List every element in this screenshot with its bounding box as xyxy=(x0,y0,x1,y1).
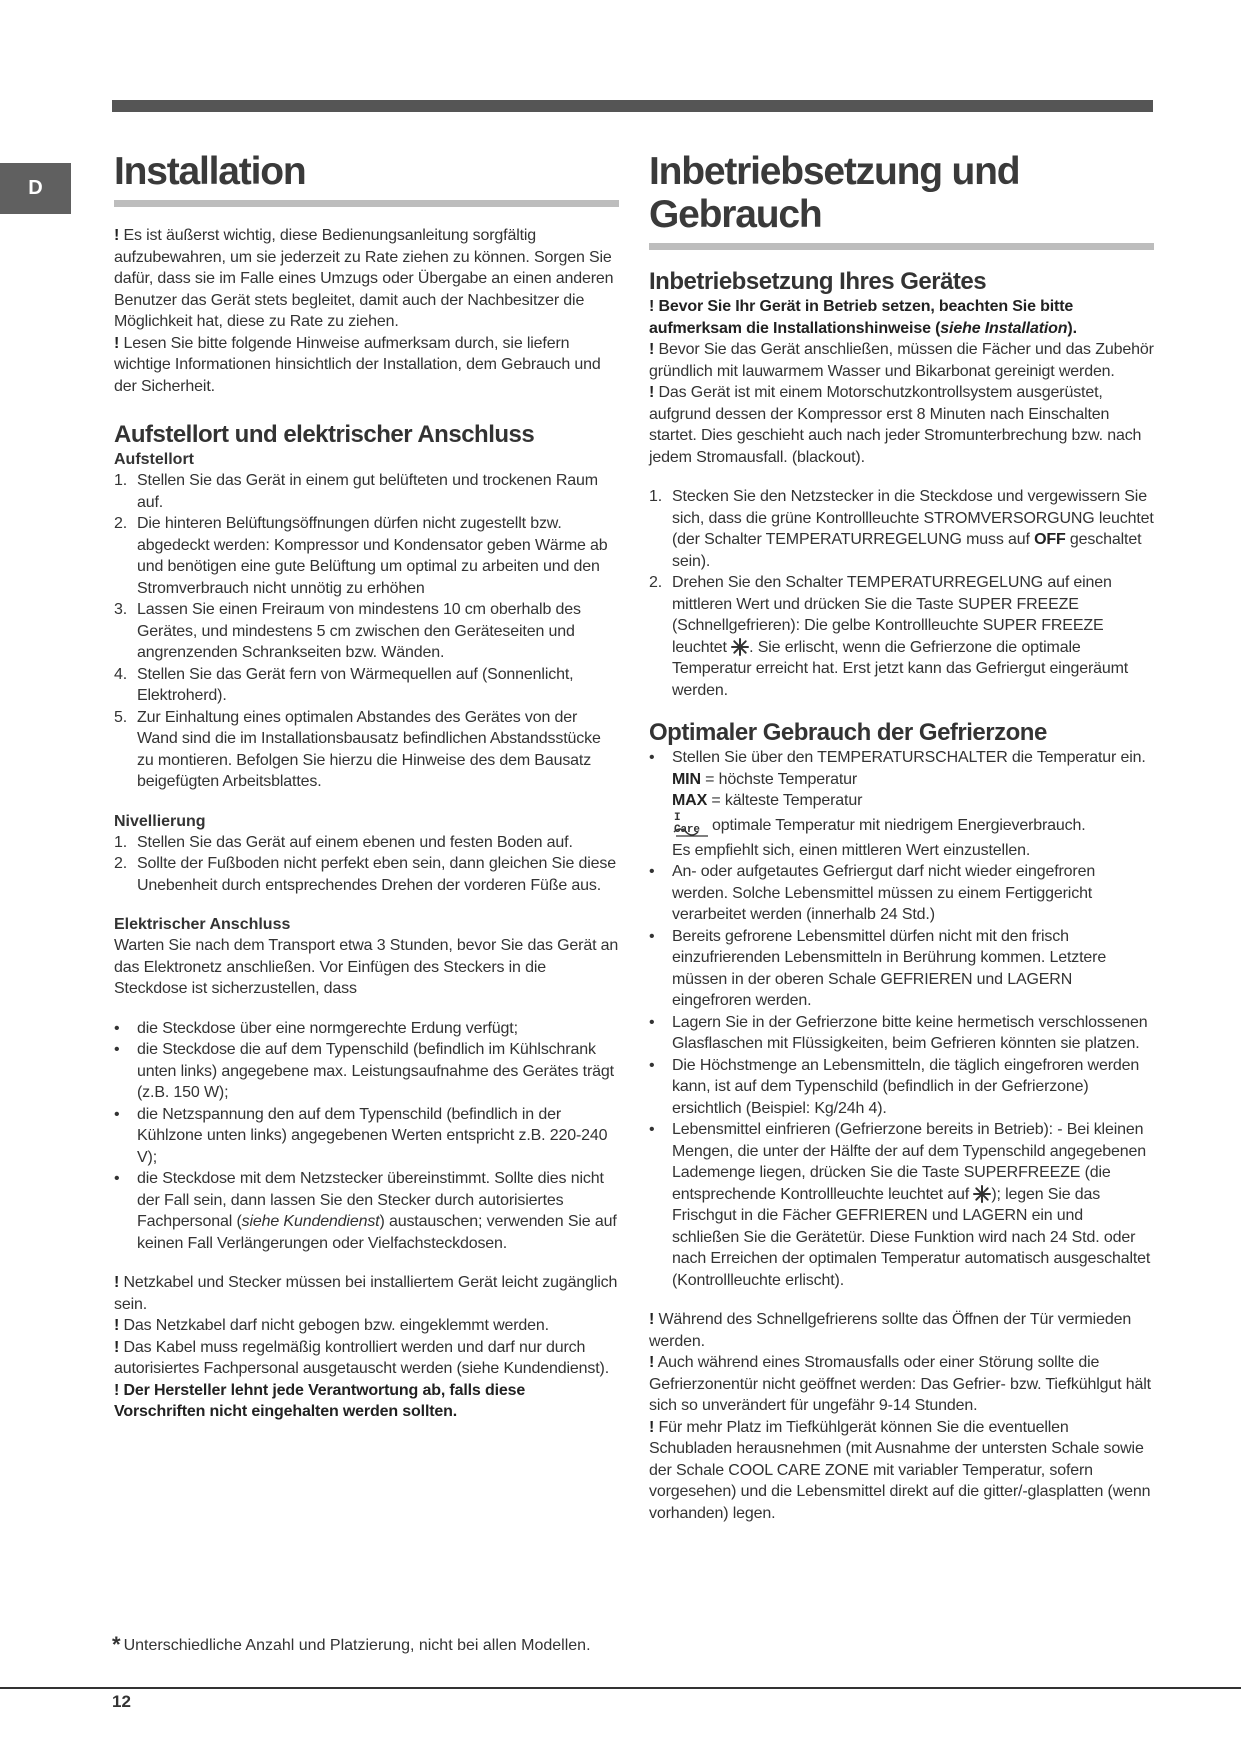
footer-rule xyxy=(0,1687,1241,1689)
list-item: • die Steckdose über eine normgerechte Erdung verfügt; xyxy=(114,1019,518,1037)
warning-paragraph: ! Für mehr Platz im Tiefkühlgerät können Sie die eventuellen Schubladen herausnehmen (mit Ausnahme der untersten Schale sowie der Schale COOL CARE ZONE mit variabler Temperatur, sofern vorgesehen) und die Lebensmittel direkt auf die gitter/-glasplatten (wenn vorhanden) legen. xyxy=(649,1418,1151,1522)
list-item: • Die Höchstmenge an Lebensmitteln, die täglich eingefroren werden kann, ist auf dem Typenschild (befindlich in der Gefrierzone) ersichtlich (Beispiel: Kg/24h 4). xyxy=(649,1056,1140,1117)
language-tab: D xyxy=(0,163,71,214)
elektrisch-paragraph: Warten Sie nach dem Transport etwa 3 Stunden, bevor Sie das Gerät an das Elektronetz anschließen. Vor Einfügen des Steckers in die Steckdose ist sicherzustellen, dass xyxy=(114,937,619,997)
intro-paragraph-1: ! Es ist äußerst wichtig, diese Bedienungsanleitung sorgfältig aufzubewahren, um sie jederzeit zu Rate ziehen zu können. Sorgen Sie dafür, dass sie im Falle eines Umzugs oder Übergabe an einen anderen Benutzer das Gerät stets begleitet, damit auch der Nachbesitzer die Möglichkeit hat, diese zu Rate zu ziehen. xyxy=(114,227,614,330)
aufstellort-list xyxy=(114,470,619,793)
list-item: • Lebensmittel einfrieren (Gefrierzone bereits in Betrieb): - Bei kleinen Mengen, die unter der Hälfte der auf dem Typenschild angegebenen Lademenge liegen, drücken Sie die Taste SUPERFREEZE (die entsprechende Kontrollleuchte leuchtet auf ); legen Sie das Frischgut in die Fächer GEFRIEREN und LAGERN ein und schließen Sie die Gerätetür. Diese Funktion wird nach 24 Std. oder nach Erreichen der optimalen Temperatur automatisch ausgeschaltet (Kontrollleuchte erlischt). xyxy=(649,1121,1151,1289)
nivellierung-heading: Nivellierung xyxy=(114,812,206,830)
startup-steps xyxy=(649,486,1154,701)
list-item: 5. Zur Einhaltung eines optimalen Abstandes des Gerätes von der Wand sind die im Installationsbausatz befindlichen Abstandsstücke zu montieren. Befolgen Sie hierzu die Hinweise des dem Bausatz beigefügten Arbeitsblattes. xyxy=(114,708,601,790)
aufstellort-heading: Aufstellort xyxy=(114,451,194,468)
right-column xyxy=(649,150,1154,1524)
list-item: • Stellen Sie über den TEMPERATURSCHALTER die Temperatur ein. MIN = höchste Temperatur MAX = kälteste Temperatur I Care optimale Temperatur mit niedrigem Energieverbrauch. Es empfiehlt sich, einen mittleren Wert einzustellen. xyxy=(649,749,1146,859)
inbetriebsetzung-title: Inbetriebsetzung und Gebrauch xyxy=(649,150,1020,236)
snowflake-icon xyxy=(973,1185,991,1203)
title-rule xyxy=(114,200,619,207)
gefrierzone-list xyxy=(649,747,1154,1291)
title-rule xyxy=(649,243,1154,250)
warning-paragraph: ! Das Kabel muss regelmäßig kontrolliert werden und darf nur durch autorisiertes Fachpersonal ausgetauscht werden (siehe Kundendienst). xyxy=(114,1338,609,1377)
list-item: 2. Sollte der Fußboden nicht perfekt eben sein, dann gleichen Sie diese Unebenheit durch entsprechendes Drehen der vorderen Füße aus. xyxy=(114,855,617,894)
list-item: • Lagern Sie in der Gefrierzone bitte keine hermetisch verschlossenen Glasflaschen mit Flüssigkeiten, beim Gefrieren könnten sie platzen. xyxy=(649,1013,1148,1052)
section-inbetriebsetzung: Inbetriebsetzung Ihres Gerätes xyxy=(649,268,987,295)
warning-paragraph: ! Netzkabel und Stecker müssen bei installiertem Gerät leicht zugänglich sein. xyxy=(114,1274,618,1313)
list-item: • die Steckdose mit dem Netzstecker übereinstimmt. Sollte dies nicht der Fall sein, dann lassen Sie den Stecker durch autorisiertes Fachpersonal (siehe Kundendienst) austauschen; verwenden Sie auf keinen Fall Verlängerungen oder Vielfachsteckdosen. xyxy=(114,1170,617,1252)
installation-title: Installation xyxy=(114,150,306,193)
nivellierung-list xyxy=(114,832,619,897)
list-item: 1. Stecken Sie den Netzstecker in die Steckdose und vergewissern Sie sich, dass die grüne Kontrollleuchte STROMVERSORGUNG leuchtet (der Schalter TEMPERATURREGELUNG muss auf OFF geschaltet sein). xyxy=(649,488,1154,570)
list-item: 3. Lassen Sie einen Freiraum von mindestens 10 cm oberhalb des Gerätes, und mindestens 5 cm zwischen den Geräteseiten und angrenzenden Schrankseiten bzw. Wänden. xyxy=(114,601,581,661)
list-item: • An- oder aufgetautes Gefriergut darf nicht wieder eingefroren werden. Solche Lebensmittel müssen zu einem Fertiggericht verarbeitet werden (innerhalb 24 Std.) xyxy=(649,863,1096,923)
list-item: 1. Stellen Sie das Gerät auf einem ebenen und festen Boden auf. xyxy=(114,833,573,851)
warning-paragraph: ! Auch während eines Stromausfalls oder einer Störung sollte die Gefrierzonentür nicht geöffnet werden: Das Gefrier- bzw. Tiefkühlgut hält sich so unverändert für ungefähr 9-14 Stunden. xyxy=(649,1354,1151,1414)
snowflake-icon xyxy=(731,638,749,656)
section-aufstellort-anschluss: Aufstellort und elektrischer Anschluss xyxy=(114,421,535,448)
left-column xyxy=(114,150,619,1423)
installation-note: ! Bevor Sie Ihr Gerät in Betrieb setzen, beachten Sie bitte aufmerksam die Installationshinweise (siehe Installation). xyxy=(649,298,1077,337)
list-item: 2. Die hinteren Belüftungsöffnungen dürfen nicht zugestellt bzw. abgedeckt werden: Kompressor und Kondensator geben Wärme ab und benötigen eine gute Belüftung um optimal zu arbeiten und den Stromverbrauch nicht unnötig zu erhöhen xyxy=(114,515,608,597)
motor-protection-note: ! Das Gerät ist mit einem Motorschutzkontrollsystem ausgerüstet, aufgrund dessen der Kompressor erst 8 Minuten nach Einschalten startet. Dies geschieht auch nach jeder Stromunterbrechung bzw. nach jedem Stromausfall. (blackout). xyxy=(649,384,1142,466)
elektrisch-heading: Elektrischer Anschluss xyxy=(114,916,291,933)
list-item: • Bereits gefrorene Lebensmittel dürfen nicht mit den frisch einzufrierenden Lebensmitteln in Berührung kommen. Letztere müssen in der oberen Schale GEFRIEREN und LAGERN eingefroren werden. xyxy=(649,927,1107,1009)
intro-paragraph-2: ! Lesen Sie bitte folgende Hinweise aufmerksam durch, sie liefern wichtige Informationen hinsichtlich der Installation, dem Gebrauch und der Sicherheit. xyxy=(114,334,601,395)
cleaning-note: ! Bevor Sie das Gerät anschließen, müssen die Fächer und das Zubehör gründlich mit lauwarmem Wasser und Bikarbonat gereinigt werden. xyxy=(649,341,1154,380)
section-gefrierzone: Optimaler Gebrauch der Gefrierzone xyxy=(649,719,1047,746)
warning-paragraph: ! Während des Schnellgefrierens sollte das Öffnen der Tür vermieden werden. xyxy=(649,1311,1132,1350)
icare-icon: I Care xyxy=(674,811,700,836)
list-item: 2. Drehen Sie den Schalter TEMPERATURREGELUNG auf einen mittleren Wert und drücken Sie die Taste SUPER FREEZE (Schnellgefrieren): Die gelbe Kontrollleuchte SUPER FREEZE leuchtet . Sie erlischt, wenn die Gefrierzone die optimale Temperatur erreicht hat. Erst jetzt kann das Gefriergut eingeräumt werden. xyxy=(649,574,1129,699)
list-item: • die Steckdose die auf dem Typenschild (befindlich im Kühlschrank unten links) angegebene max. Leistungsaufnahme des Gerätes trägt (z.B. 150 W); xyxy=(114,1041,614,1101)
top-bar xyxy=(112,100,1153,112)
footnote: * Unterschiedliche Anzahl und Platzierung, nicht bei allen Modellen. xyxy=(112,1632,591,1657)
elektrisch-list xyxy=(114,1018,619,1255)
manufacturer-disclaimer: ! Der Hersteller lehnt jede Verantwortung ab, falls diese Vorschriften nicht eingehalten werden sollten. xyxy=(114,1381,526,1420)
list-item: 4. Stellen Sie das Gerät fern von Wärmequellen auf (Sonnenlicht, Elektroherd). xyxy=(114,665,574,704)
list-item: 1. Stellen Sie das Gerät in einem gut belüfteten und trockenen Raum auf. xyxy=(114,472,598,511)
warning-paragraph: ! Das Netzkabel darf nicht gebogen bzw. eingeklemmt werden. xyxy=(114,1317,549,1334)
list-item: • die Netzspannung den auf dem Typenschild (befindlich in der Kühlzone unten links) angegebenen Werten entspricht z.B. 220-240 V); xyxy=(114,1105,608,1166)
page-number: 12 xyxy=(112,1692,131,1711)
